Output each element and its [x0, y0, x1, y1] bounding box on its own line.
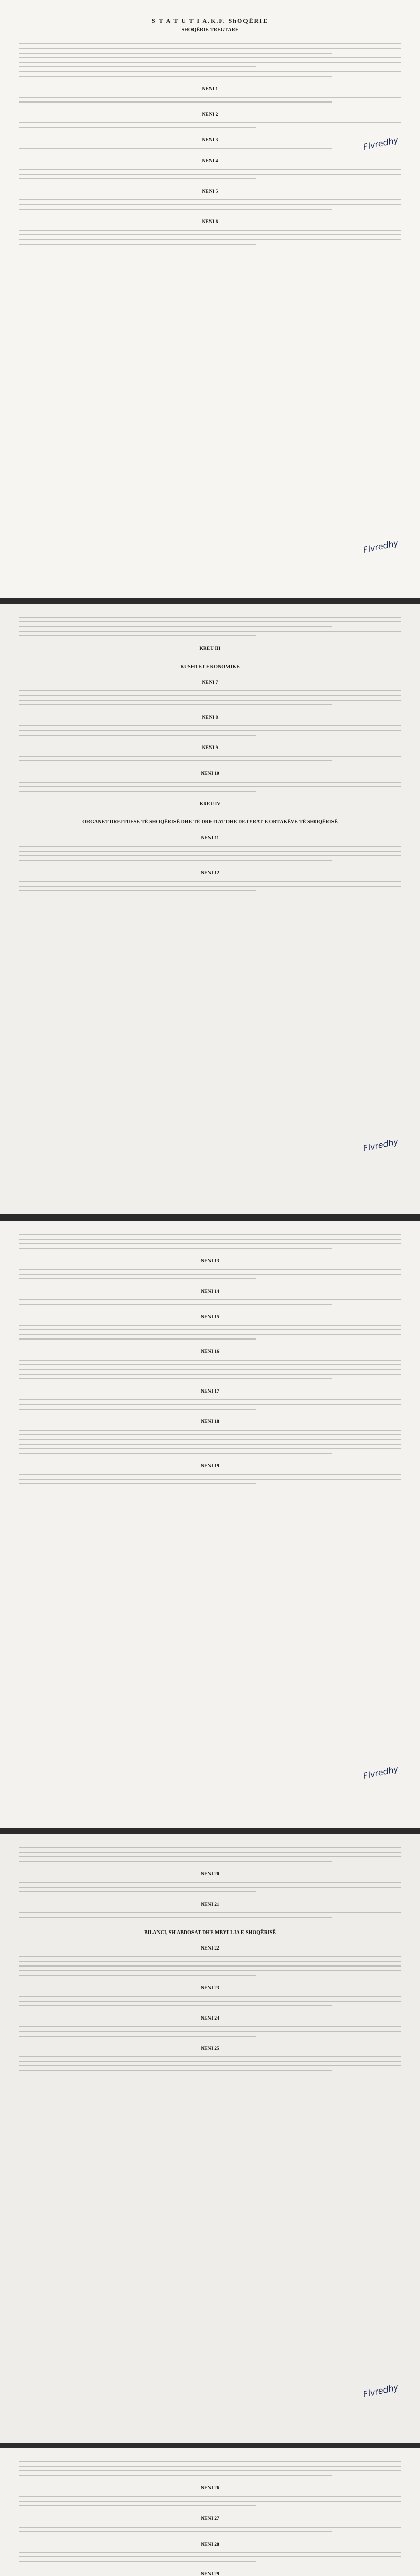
article-heading: NENI 1 — [202, 86, 218, 92]
preamble — [19, 43, 401, 54]
chapter-number: KREU IV — [199, 801, 221, 807]
article-heading: NENI 19 — [201, 1463, 219, 1469]
document-subtitle: SHOQËRIE TREGTARE — [181, 27, 239, 33]
article-heading: NENI 9 — [202, 745, 218, 751]
article-heading: NENI 27 — [201, 2516, 219, 2521]
article-heading: NENI 11 — [201, 835, 219, 841]
article-heading: NENI 20 — [201, 1872, 219, 1877]
article-heading: NENI 24 — [201, 2015, 219, 2021]
article-heading: NENI 13 — [201, 1259, 219, 1264]
chapter-title: KUSHTET EKONOMIKE — [180, 664, 240, 670]
article-heading: NENI 12 — [201, 870, 219, 876]
article-heading: NENI 22 — [201, 1946, 219, 1952]
chapter-number: KREU III — [199, 646, 221, 651]
article-heading: NENI 10 — [201, 771, 219, 776]
preamble-3 — [19, 71, 401, 77]
signature: Flvredhy — [362, 2382, 399, 2400]
statute-page-4 — [0, 1834, 420, 2443]
article-heading: NENI 23 — [201, 1985, 219, 1991]
article-heading: NENI 25 — [201, 2046, 219, 2052]
article-heading: NENI 26 — [201, 2486, 219, 2491]
article-heading: NENI 29 — [201, 2572, 219, 2576]
signature: Flvredhy — [362, 538, 399, 555]
statute-page-1 — [0, 0, 420, 598]
document-title: S T A T U T I A.K.F. ShOQËRIE — [152, 17, 268, 24]
article-heading: NENI 4 — [202, 159, 218, 164]
signature: Flvredhy — [362, 1764, 399, 1782]
statute-page-2 — [0, 604, 420, 1214]
statute-page-3 — [0, 1221, 420, 1828]
article-heading: NENI 7 — [202, 680, 218, 686]
article-heading: NENI 5 — [202, 189, 218, 194]
chapter-title: BILANCI, SH ABDOSAT DHE MBYLLJA E SHOQËRISË — [144, 1929, 276, 1936]
article-heading: NENI 15 — [201, 1314, 219, 1320]
article-heading: NENI 14 — [201, 1289, 219, 1294]
article-heading: NENI 17 — [201, 1389, 219, 1395]
article-heading: NENI 16 — [201, 1349, 219, 1355]
article-heading: NENI 2 — [202, 112, 218, 117]
preamble-2 — [19, 57, 401, 67]
article-heading: NENI 28 — [201, 2541, 219, 2547]
article-heading: NENI 8 — [202, 715, 218, 721]
article-heading: NENI 18 — [201, 1419, 219, 1425]
article-heading: NENI 6 — [202, 219, 218, 225]
article-heading: NENI 21 — [201, 1902, 219, 1907]
signature: Flvredhy — [362, 135, 399, 152]
article-heading: NENI 3 — [202, 138, 218, 143]
chapter-title: ORGANET DREJTUESE TË SHOQËRISË DHE TË DREJTAT DHE DETYRAT E ORTAKËVE TË SHOQËRISË — [82, 819, 338, 825]
signature: Flvredhy — [362, 1137, 399, 1154]
statute-page-5 — [0, 2448, 420, 2576]
